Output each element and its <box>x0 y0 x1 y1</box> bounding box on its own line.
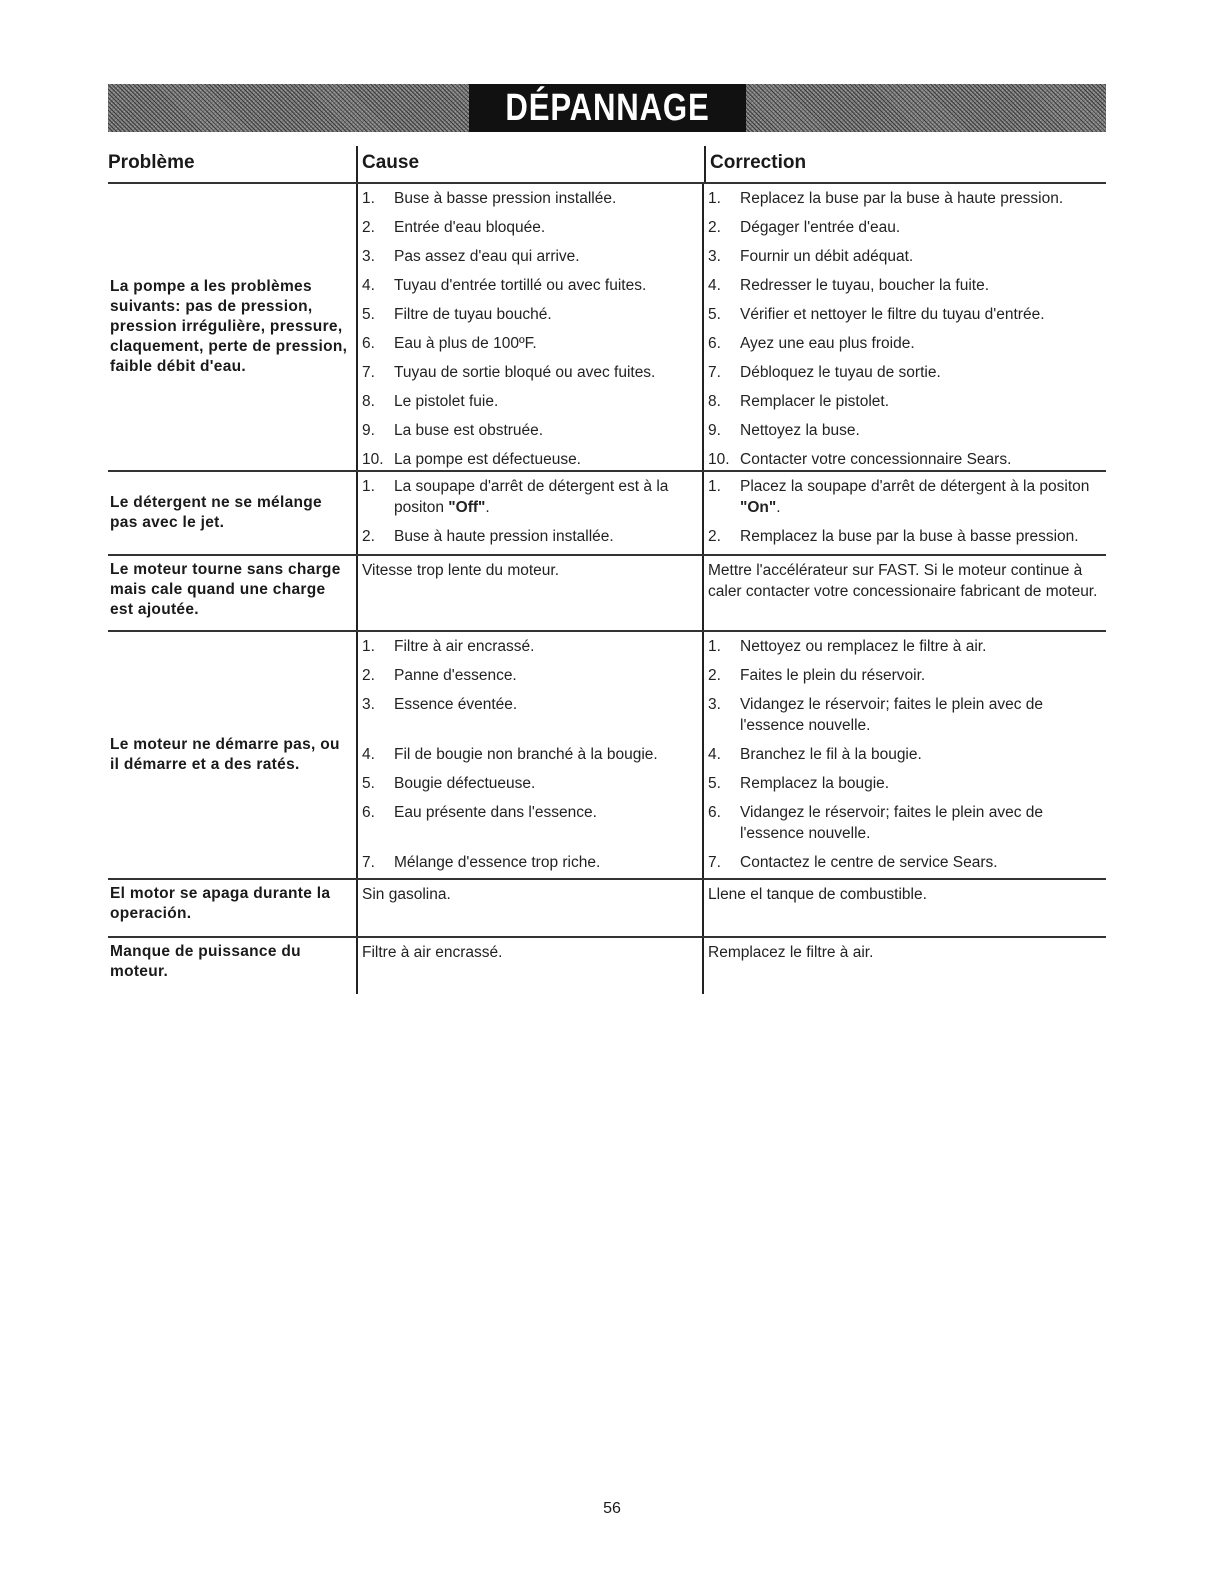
list-item <box>358 300 702 329</box>
cause-text: Filtre à air encrassé. <box>394 638 535 655</box>
list-item <box>358 798 702 848</box>
list-item <box>358 472 702 522</box>
cause-text: Sin gasolina. <box>362 886 451 903</box>
problem-text: El motor se apaga durante la operación. <box>110 885 331 922</box>
problem-cell <box>108 880 356 936</box>
list-item <box>704 329 1106 358</box>
list-item <box>704 213 1106 242</box>
item-number: 5. <box>362 775 375 792</box>
cause-text: Vitesse trop lente du moteur. <box>362 562 560 579</box>
correction-cell <box>702 632 1106 878</box>
page-title: DÉPANNAGE <box>504 86 710 129</box>
list-item <box>358 329 702 358</box>
item-number: 2. <box>362 219 375 236</box>
list-item <box>704 740 1106 769</box>
table-row <box>108 472 1106 556</box>
item-number: 1. <box>362 478 375 495</box>
list-item <box>704 445 1106 474</box>
list-item <box>358 740 702 769</box>
item-number: 9. <box>708 422 721 439</box>
problem-text: Manque de puissance du moteur. <box>110 943 301 980</box>
cause-text: Pas assez d'eau qui arrive. <box>394 248 580 265</box>
list-item <box>358 690 702 740</box>
list-item <box>704 522 1106 551</box>
problem-text: Le moteur ne démarre pas, ou il démarre et a des ratés. <box>110 736 340 773</box>
item-number: 1. <box>362 190 375 207</box>
item-number: 4. <box>362 746 375 763</box>
item-number: 6. <box>708 804 721 821</box>
correction-text: Branchez le fil à la bougie. <box>740 746 922 763</box>
cause-text <box>394 476 702 518</box>
list-item <box>704 769 1106 798</box>
correction-text: Nettoyez ou remplacez le filtre à air. <box>740 638 987 655</box>
correction-text: Nettoyez la buse. <box>740 422 860 439</box>
cause-text: Filtre à air encrassé. <box>362 944 503 961</box>
cause-text: La buse est obstruée. <box>394 422 544 439</box>
list-item <box>358 184 702 213</box>
list-item <box>358 632 702 661</box>
list-item <box>704 416 1106 445</box>
correction-text: Vidangez le réservoir; faites le plein avec de l'essence nouvelle. <box>740 804 1043 842</box>
list-item <box>358 387 702 416</box>
cause-text: Fil de bougie non branché à la bougie. <box>394 746 658 763</box>
table-row <box>108 938 1106 994</box>
correction-text: Ayez une eau plus froide. <box>740 335 915 352</box>
cause-cell <box>356 938 702 994</box>
table-row <box>108 632 1106 880</box>
item-number: 8. <box>362 393 375 410</box>
correction-text: Vérifier et nettoyer le filtre du tuyau d'entrée. <box>740 306 1045 323</box>
table-row <box>108 880 1106 938</box>
problem-text: La pompe a les problèmes suivants: pas de pression, pression irrégulière, pressure, claquement, perte de pression, faible débit d'eau. <box>110 278 348 375</box>
cause-text: Entrée d'eau bloquée. <box>394 219 546 236</box>
problem-cell <box>108 184 356 470</box>
cause-cell <box>356 880 702 936</box>
table-header <box>108 146 1106 184</box>
item-number: 1. <box>708 638 721 655</box>
list-item <box>358 416 702 445</box>
correction-text: Débloquez le tuyau de sortie. <box>740 364 941 381</box>
item-number: 2. <box>708 219 721 236</box>
cause-text: Tuyau d'entrée tortillé ou avec fuites. <box>394 277 647 294</box>
item-number: 4. <box>708 277 721 294</box>
correction-cell <box>702 938 1106 994</box>
correction-cell <box>702 556 1106 630</box>
correction-text: Fournir un débit adéquat. <box>740 248 914 265</box>
list-item <box>704 387 1106 416</box>
item-number: 4. <box>362 277 375 294</box>
item-number: 1. <box>362 638 375 655</box>
item-number: 1. <box>708 190 721 207</box>
cause-text: Bougie défectueuse. <box>394 775 536 792</box>
list-item <box>704 632 1106 661</box>
list-item <box>358 848 702 877</box>
cause-text: Le pistolet fuie. <box>394 393 499 410</box>
list-item <box>358 769 702 798</box>
table-row <box>108 556 1106 632</box>
list-item <box>704 300 1106 329</box>
correction-emphasis: "On" <box>740 499 777 516</box>
item-number: 6. <box>362 804 375 821</box>
correction-text: Vidangez le réservoir; faites le plein avec de l'essence nouvelle. <box>740 696 1043 734</box>
item-number: 7. <box>708 364 721 381</box>
item-number: 8. <box>708 393 721 410</box>
correction-text: Mettre l'accélérateur sur FAST. Si le moteur continue à caler contacter votre concessionaire fabricant de moteur. <box>708 562 1098 600</box>
problem-text: Le détergent ne se mélange pas avec le jet. <box>110 494 322 531</box>
item-number: 6. <box>362 335 375 352</box>
correction-text: Remplacez la buse par la buse à basse pression. <box>740 528 1079 545</box>
item-number: 2. <box>362 528 375 545</box>
list-item <box>704 184 1106 213</box>
item-number: 9. <box>362 422 375 439</box>
correction-text-part: Placez la soupape d'arrêt de détergent à la positon <box>740 478 1090 495</box>
cause-text: Eau à plus de 100ºF. <box>394 335 537 352</box>
correction-text: Redresser le tuyau, boucher la fuite. <box>740 277 989 294</box>
cause-text: La pompe est défectueuse. <box>394 451 581 468</box>
list-item <box>358 358 702 387</box>
item-number: 7. <box>708 854 721 871</box>
list-item <box>704 798 1106 848</box>
problem-cell <box>108 556 356 630</box>
list-item <box>358 522 702 551</box>
item-number: 1. <box>708 478 721 495</box>
list-item <box>358 661 702 690</box>
list-item <box>358 242 702 271</box>
correction-text: Faites le plein du réservoir. <box>740 667 926 684</box>
item-number: 5. <box>708 775 721 792</box>
item-number: 10. <box>362 451 384 468</box>
page-number: 56 <box>603 1500 621 1517</box>
correction-text: Remplacez le filtre à air. <box>708 944 874 961</box>
item-number: 2. <box>708 667 721 684</box>
cause-text: Tuyau de sortie bloqué ou avec fuites. <box>394 364 656 381</box>
list-item <box>358 213 702 242</box>
cause-text: Buse à haute pression installée. <box>394 528 614 545</box>
item-number: 10. <box>708 451 730 468</box>
correction-cell <box>702 880 1106 936</box>
correction-text: Llene el tanque de combustible. <box>708 886 927 903</box>
item-number: 7. <box>362 854 375 871</box>
item-number: 4. <box>708 746 721 763</box>
list-item <box>704 358 1106 387</box>
list-item <box>704 472 1106 522</box>
title-banner <box>108 84 1106 132</box>
problem-cell <box>108 938 356 994</box>
cause-cell <box>356 184 702 470</box>
list-item <box>358 445 702 474</box>
item-number: 2. <box>708 528 721 545</box>
correction-text: Contacter votre concessionnaire Sears. <box>740 451 1012 468</box>
correction-text: Remplacer le pistolet. <box>740 393 890 410</box>
problem-cell <box>108 472 356 554</box>
troubleshooting-table <box>108 146 1106 994</box>
cause-text: Panne d'essence. <box>394 667 517 684</box>
cause-text-part: . <box>485 499 490 516</box>
cause-text: Filtre de tuyau bouché. <box>394 306 552 323</box>
item-number: 3. <box>362 248 375 265</box>
header-correction: Correction <box>704 146 1106 182</box>
cause-cell <box>356 632 702 878</box>
list-item <box>358 271 702 300</box>
list-item <box>704 242 1106 271</box>
correction-text: Dégager l'entrée d'eau. <box>740 219 901 236</box>
problem-cell <box>108 632 356 878</box>
cause-text-part: La soupape d'arrêt de détergent est à la positon <box>394 478 669 516</box>
cause-text: Mélange d'essence trop riche. <box>394 854 601 871</box>
cause-cell <box>356 472 702 554</box>
correction-cell <box>702 472 1106 554</box>
header-problem: Problème <box>108 152 195 173</box>
item-number: 3. <box>708 248 721 265</box>
table-row <box>108 184 1106 472</box>
cause-text: Essence éventée. <box>394 696 518 713</box>
list-item <box>704 661 1106 690</box>
cause-emphasis: "Off" <box>448 499 486 516</box>
correction-cell <box>702 184 1106 470</box>
correction-text: Contactez le centre de service Sears. <box>740 854 998 871</box>
correction-text: Replacez la buse par la buse à haute pression. <box>740 190 1064 207</box>
item-number: 3. <box>362 696 375 713</box>
list-item <box>704 271 1106 300</box>
item-number: 5. <box>708 306 721 323</box>
correction-text <box>740 476 1106 518</box>
item-number: 2. <box>362 667 375 684</box>
cause-text: Eau présente dans l'essence. <box>394 804 597 821</box>
correction-text-part: . <box>776 499 781 516</box>
item-number: 3. <box>708 696 721 713</box>
header-cause: Cause <box>356 146 704 182</box>
item-number: 5. <box>362 306 375 323</box>
item-number: 6. <box>708 335 721 352</box>
item-number: 7. <box>362 364 375 381</box>
cause-cell <box>356 556 702 630</box>
list-item <box>704 848 1106 877</box>
title-box <box>469 84 746 132</box>
correction-text: Remplacez la bougie. <box>740 775 890 792</box>
problem-text: Le moteur tourne sans charge mais cale quand une charge est ajoutée. <box>110 561 341 618</box>
cause-text: Buse à basse pression installée. <box>394 190 617 207</box>
list-item <box>704 690 1106 740</box>
